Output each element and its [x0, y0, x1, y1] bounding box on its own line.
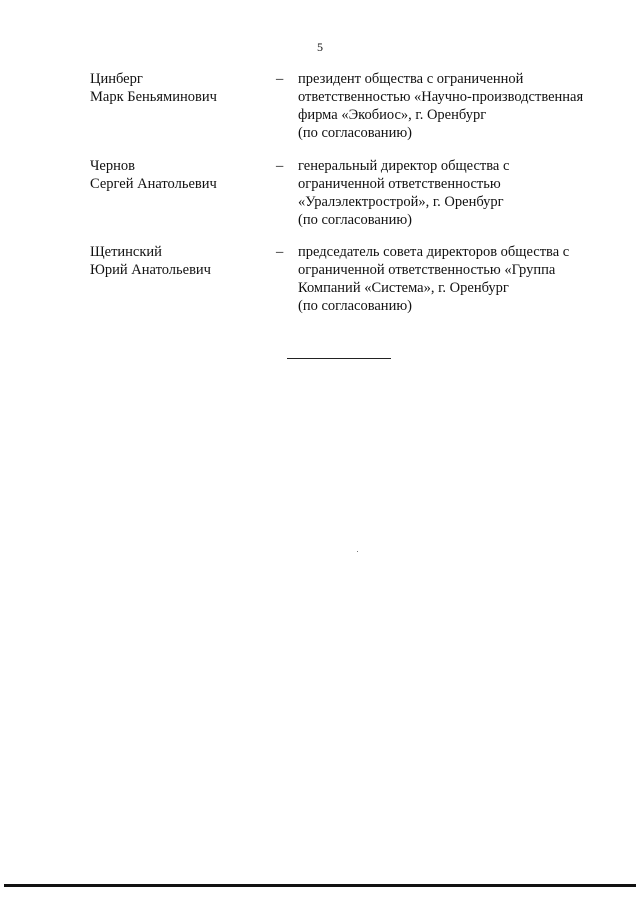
- member-surname: Цинберг: [90, 71, 143, 87]
- end-of-list-rule: [287, 358, 391, 359]
- member-position: [298, 157, 608, 229]
- position-line: «Уралэлектрострой», г. Оренбург: [298, 194, 504, 210]
- scan-speck: [357, 551, 358, 552]
- page-bottom-border: [4, 884, 636, 887]
- position-line: (по согласованию): [298, 298, 412, 314]
- position-line: ограниченной ответственностью «Группа: [298, 262, 556, 278]
- member-name: [90, 243, 270, 279]
- member-surname: Чернов: [90, 158, 135, 174]
- position-line: президент общества с ограниченной: [298, 71, 524, 87]
- position-line: ограниченной ответственностью: [298, 176, 501, 192]
- member-given-names: Юрий Анатольевич: [90, 262, 211, 278]
- member-name: [90, 70, 270, 106]
- separator-dash: –: [276, 158, 284, 174]
- position-line: (по согласованию): [298, 125, 412, 141]
- separator-dash: –: [276, 71, 284, 87]
- position-line: фирма «Экобиос», г. Оренбург: [298, 107, 487, 123]
- member-given-names: Марк Беньяминович: [90, 89, 217, 105]
- position-line: (по согласованию): [298, 212, 412, 228]
- position-line: генеральный директор общества с: [298, 158, 510, 174]
- member-surname: Щетинский: [90, 244, 162, 260]
- member-given-names: Сергей Анатольевич: [90, 176, 217, 192]
- separator-dash: –: [276, 244, 284, 260]
- position-line: ответственностью «Научно-производственная: [298, 89, 584, 105]
- position-line: председатель совета директоров общества с: [298, 244, 570, 260]
- member-position: [298, 70, 608, 142]
- position-line: Компаний «Система», г. Оренбург: [298, 280, 509, 296]
- member-position: [298, 243, 608, 315]
- page-number: 5: [317, 40, 323, 54]
- member-name: [90, 157, 270, 193]
